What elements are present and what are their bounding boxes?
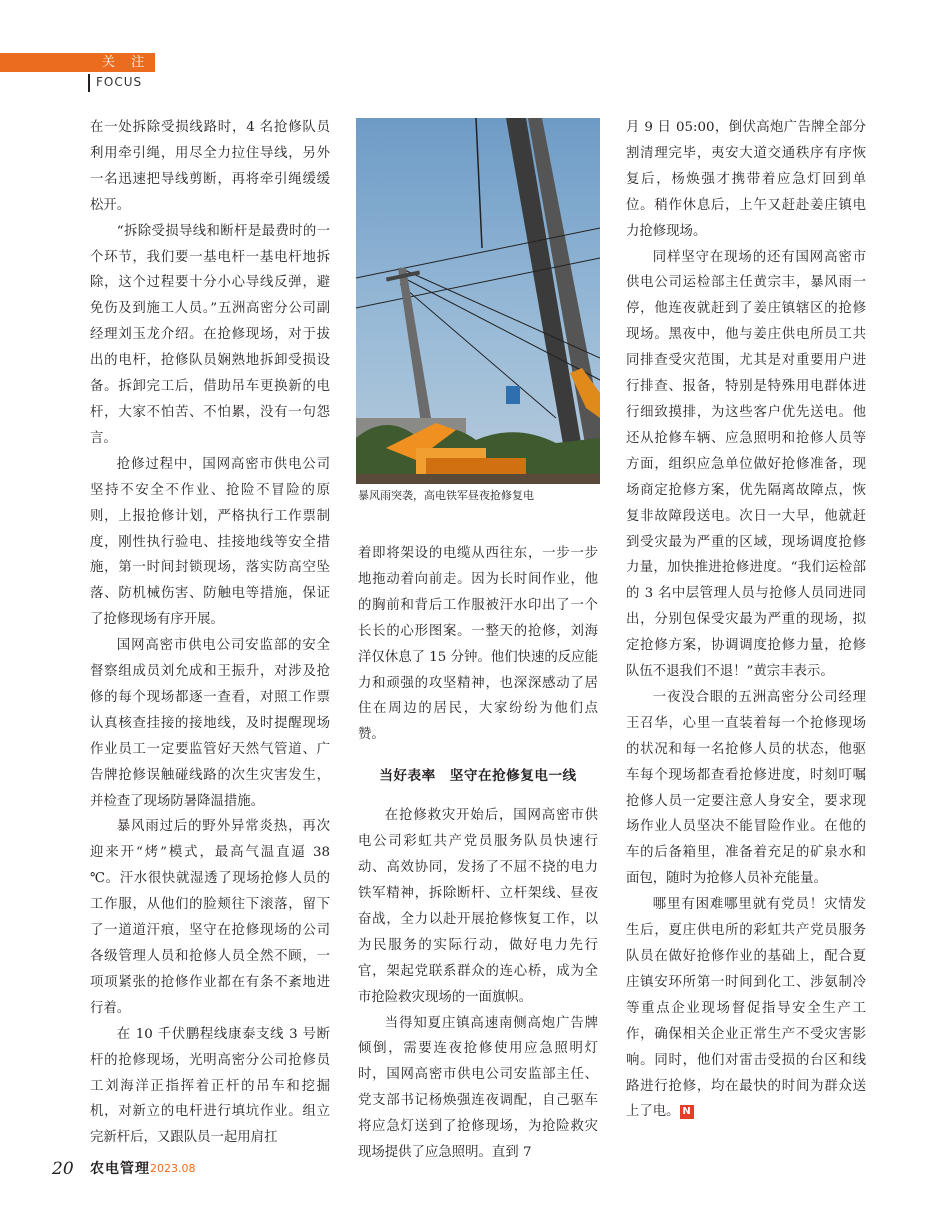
issue-date: 2023.08: [150, 1162, 196, 1175]
article-column-1: [90, 115, 330, 1151]
paragraph-last: [626, 892, 866, 1125]
paragraph: 同样坚守在现场的还有国网高密市供电公司运检部主任黄宗丰，暴风雨一停，他连夜就赶到了姜庄镇辖区的抢修现场。黑夜中，他与姜庄供电所员工共同排查受灾范围，尤其是对重要用户进行排查、报备，特别是特殊用电群体进行细致摸排，为这些客户优先送电。他还从抢修车辆、应急照明和抢修人员等方面，组织应急单位做好抢修准备，现场商定抢修方案，优先隔离故障点，恢复非故障段送电。次日一大早，他就赶到受灾最为严重的区域，现场调度抢修力量，加快推进抢修进度。“我们运检部的 3 名中层管理人员与抢修人员同进同出，分别包保受灾最为严重的现场，拟定抢修方案，协调调度抢修力量，抢修队伍不退我们不退！”黄宗丰表示。: [626, 249, 866, 680]
paragraph: 抢修过程中，国网高密市供电公司坚持不安全不作业、抢险不冒险的原则，上报抢修计划，严格执行工作票制度，刚性执行验电、挂接地线等安全措施，第一时间封锁现场，落实防高空坠落、防机械伤害、防触电等措施，保证了抢修现场有序开展。: [90, 456, 330, 628]
paragraph: 暴风雨过后的野外异常炎热，再次迎来开“烤”模式，最高气温直逼 38 ℃。汗水很快就湿透了现场抢修人员的工作服，从他们的脸颊往下滚落，留下了一道道汗痕，坚守在抢修现场的公司各级管理人员和抢修人员全然不顾，一项项紧张的抢修作业都在有条不紊地进行着。: [90, 819, 330, 1016]
repair-site-photo: [356, 118, 600, 484]
section-title-cn: 关 注: [102, 55, 151, 70]
section-subheading: 当好表率 坚守在抢修复电一线: [379, 768, 577, 785]
section-divider: [88, 74, 90, 92]
paragraph: 在 10 千伏鹏程线康泰支线 3 号断杆的抢修现场，光明高密分公司抢修员工刘海洋正指挥着正杆的吊车和挖掘机，对新立的电杆进行填坑作业。组立完新杆后，又跟队员一起用肩扛: [90, 1026, 330, 1146]
paragraph: 月 9 日 05:00，倒伏高炮广告牌全部分割清理完毕，夷安大道交通秩序有序恢复后，杨焕强才携带着应急灯回到单位。稍作休息后，上午又赶赴姜庄镇电力抢修现场。: [626, 120, 866, 239]
page-number: 20: [52, 1159, 74, 1179]
magazine-name: 农电管理: [90, 1161, 150, 1177]
section-title-en: FOCUS: [96, 75, 143, 89]
end-mark-icon: N: [680, 1105, 694, 1119]
paragraph-text: 哪里有困难哪里就有党员！灾情发生后，夏庄供电所的彩虹共产党员服务队员在做好抢修作业的基础上，配合夏庄镇安环所第一时间到化工、涉氨制冷等重点企业现场督促指导安全生产工作，确保相关企业正常生产不受灾害影响。同时，他们对雷击受损的台区和线路进行抢修，均在最快的时间为群众送上了电。: [626, 897, 866, 1120]
paragraph: 着即将架设的电缆从西往东，一步一步地拖动着向前走。因为长时间作业，他的胸前和背后工作服被汗水印出了一个长长的心形图案。一整天的抢修，刘海洋仅休息了 15 分钟。他们快速的反应能力和顽强的攻坚精神，也深深感动了居住在周边的居民，大家纷纷为他们点赞。: [358, 546, 598, 743]
paragraph: 当得知夏庄镇高速南侧高炮广告牌倾倒，需要连夜抢修使用应急照明灯时，国网高密市供电公司安监部主任、党支部书记杨焕强连夜调配，自己驱车将应急灯送到了抢修现场，为抢险救灾现场提供了应急照明。直到 7: [358, 1015, 598, 1161]
paragraph: 一夜没合眼的五洲高密分公司经理王召华，心里一直装着每一个抢修现场的状况和每一名抢修人员的状态，他驱车每个现场都查看抢修进度，时刻叮嘱抢修人员一定要注意人身安全，要求现场作业人员坚决不能冒险作业。在他的车的后备箱里，准备着充足的矿泉水和面包，随时为抢修人员补充能量。: [626, 689, 866, 887]
article-column-2: [358, 541, 598, 1166]
paragraph: “拆除受损导线和断杆是最费时的一个环节，我们要一基电杆一基电杆地拆除，这个过程要十分小心导线反弹，避免伤及到施工人员。”五洲高密分公司副经理刘玉龙介绍。在抢修现场，对于拔出的电杆，抢修队员娴熟地拆卸受损设备。拆卸完工后，借助吊车更换新的电杆，大家不怕苦、不怕累，没有一句怨言。: [90, 223, 330, 446]
paragraph: 国网高密市供电公司安监部的安全督察组成员刘允成和王振升，对涉及抢修的每个现场都逐一查看，对照工作票认真核查挂接的接地线，及时提醒现场作业员工一定要监管好天然气管道、广告牌抢修误触碰线路的次生灾害发生，并检查了现场防暑降温措施。: [90, 638, 330, 809]
article-column-3: [626, 115, 866, 1125]
paragraph: 在一处拆除受损线路时，4 名抢修队员利用牵引绳，用尽全力拉住导线，另外一名迅速把导线剪断，再将牵引绳缓缓松开。: [90, 120, 330, 213]
paragraph: 在抢修救灾开始后，国网高密市供电公司彩虹共产党员服务队员快速行动、高效协同，发扬了不屈不挠的电力铁军精神，拆除断杆、立杆架线、昼夜奋战，全力以赴开展抢修恢复工作，以为民服务的实际行动，做好电力先行官，架起党联系群众的连心桥，成为全市抢险救灾现场的一面旗帜。: [358, 808, 598, 1005]
photo-caption: 暴风雨突袭，高电铁军昼夜抢修复电: [358, 489, 534, 502]
